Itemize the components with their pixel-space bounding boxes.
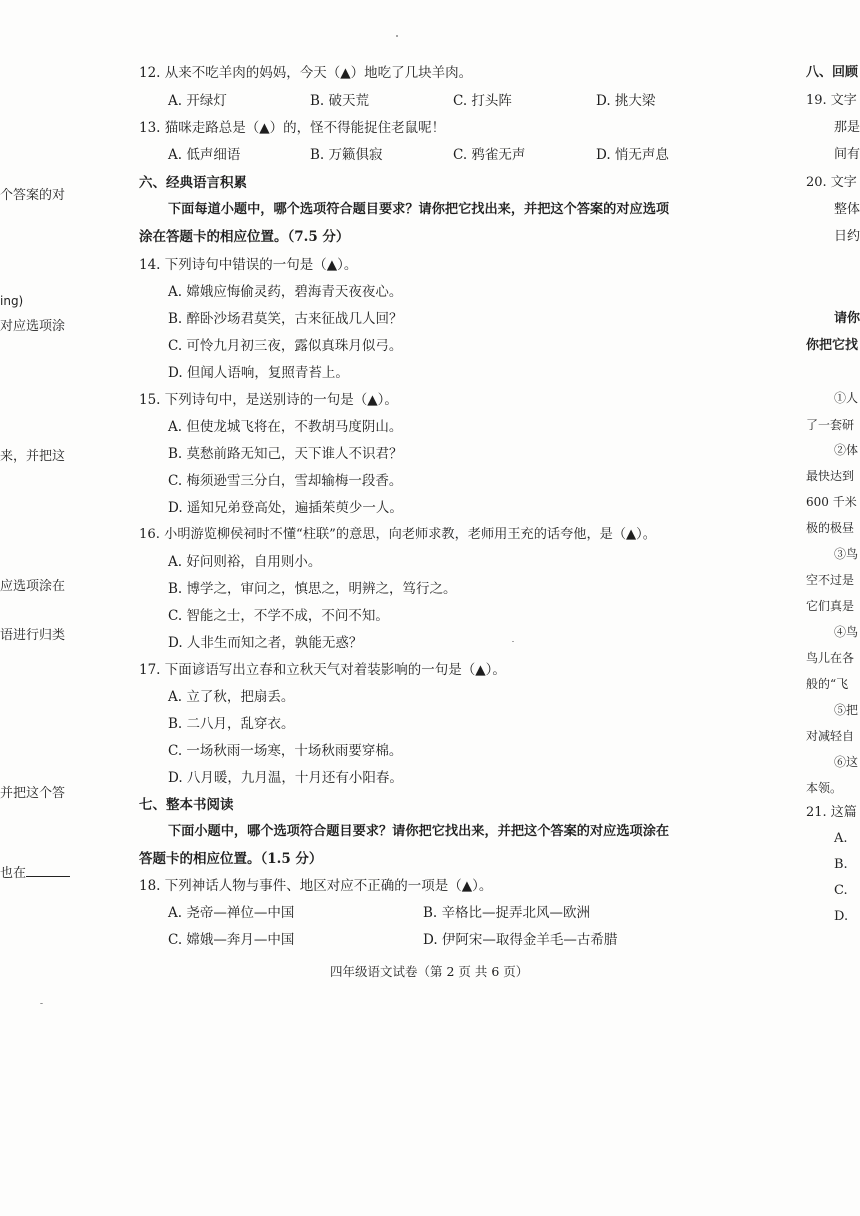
q18-option-a: A. 尧帝—禅位—中国 <box>168 905 295 921</box>
q17-option-c: C. 一场秋雨一场寒，十场秋雨要穿棉。 <box>168 743 403 759</box>
right-fragment: 600 千米 <box>806 495 857 509</box>
q12-stem: 12. 从来不吃羊肉的妈妈，今天（▲）地吃了几块羊肉。 <box>139 65 473 81</box>
section7-title: 七、整本书阅读 <box>139 797 234 813</box>
section6-instruction-line2: 涂在答题卡的相应位置。（7.5 分） <box>139 229 350 245</box>
left-fragment: 来，并把这 <box>0 449 66 464</box>
q16-option-c: C. 智能之士，不学不成，不问不知。 <box>168 608 389 624</box>
right-fragment: ③鸟 <box>834 547 859 561</box>
right-fragment: ④鸟 <box>834 625 859 639</box>
left-fragment: 对应选项涂 <box>0 319 66 334</box>
q12-option-b: B. 破天荒 <box>310 93 370 109</box>
q15-option-d: D. 遥知兄弟登高处，遍插茱萸少一人。 <box>168 500 403 516</box>
q15-option-a: A. 但使龙城飞将在，不教胡马度阴山。 <box>168 419 403 435</box>
q16-option-b: B. 博学之，审问之，慎思之，明辨之，笃行之。 <box>168 581 457 597</box>
q12-option-a: A. 开绿灯 <box>168 93 227 109</box>
q17-option-d: D. 八月暖，九月温，十月还有小阳春。 <box>168 770 403 786</box>
section7-instruction-line2: 答题卡的相应位置。（1.5 分） <box>139 851 323 867</box>
right-fragment: ①人 <box>834 391 859 405</box>
right-fragment: B. <box>834 857 848 872</box>
q12-option-d: D. 挑大梁 <box>596 93 656 109</box>
right-fragment: 对减轻自 <box>806 729 855 743</box>
left-fragment-with-blank <box>0 864 70 883</box>
q15-stem: 15. 下列诗句中，是送别诗的一句是（▲）。 <box>139 392 398 408</box>
right-fragment: 极的极昼 <box>806 521 855 535</box>
right-fragment: 请你 <box>834 311 860 326</box>
left-fragment: 语进行归类 <box>0 628 66 643</box>
q18-option-d: D. 伊阿宋—取得金羊毛—古希腊 <box>423 932 618 948</box>
right-fragment: ⑤把 <box>834 703 859 717</box>
q14-option-c: C. 可怜九月初三夜，露似真珠月似弓。 <box>168 338 403 354</box>
right-fragment: 鸟儿在各 <box>806 651 855 665</box>
q13-option-b: B. 万籁俱寂 <box>310 147 383 163</box>
section7-instruction-line1: 下面小题中，哪个选项符合题目要求？请你把它找出来，并把这个答案的对应选项涂在 <box>168 824 670 839</box>
right-fragment: 它们真是 <box>806 599 855 613</box>
right-fragment: 本领。 <box>806 781 843 795</box>
right-fragment: 最快达到 <box>806 469 855 483</box>
q18-option-b: B. 辛格比—捉弄北风—欧洲 <box>423 905 591 921</box>
left-fragment: 应选项涂在 <box>0 579 66 594</box>
right-fragment: 空不过是 <box>806 573 855 587</box>
q13-stem: 13. 猫咪走路总是（▲）的，怪不得能捉住老鼠呢！ <box>139 120 446 136</box>
q14-option-b: B. 醉卧沙场君莫笑，古来征战几人回？ <box>168 311 403 327</box>
right-fragment: 你把它找 <box>806 338 859 353</box>
section6-title: 六、经典语言积累 <box>139 175 247 191</box>
left-fragment: ing) <box>0 294 24 308</box>
scan-speck <box>396 35 398 37</box>
right-fragment: 日约 <box>834 229 860 244</box>
q13-option-d: D. 悄无声息 <box>596 147 669 163</box>
q18-option-c: C. 嫦娥—奔月—中国 <box>168 932 295 948</box>
q17-option-a: A. 立了秋，把扇丢。 <box>168 689 295 705</box>
section6-instruction-line1: 下面每道小题中，哪个选项符合题目要求？请你把它找出来，并把这个答案的对应选项 <box>168 202 670 217</box>
left-fragment: 并把这个答 <box>0 786 66 801</box>
q18-stem: 18. 下列神话人物与事件、地区对应不正确的一项是（▲）。 <box>139 878 493 894</box>
q13-option-c: C. 鸦雀无声 <box>453 147 526 163</box>
q16-stem: 16. 小明游览柳侯祠时不懂“柱联”的意思，向老师求教，老师用王充的话夸他，是（▲）。 <box>139 527 656 542</box>
q14-option-a: A. 嫦娥应悔偷灵药，碧海青天夜夜心。 <box>168 284 403 300</box>
right-fragment: A. <box>834 831 848 846</box>
q15-option-c: C. 梅须逊雪三分白，雪却输梅一段香。 <box>168 473 403 489</box>
right-fragment: 八、回顾 <box>806 65 859 80</box>
right-fragment: 那是 <box>834 120 860 135</box>
answer-blank <box>26 864 70 877</box>
left-fragment-text: 也在 <box>0 866 27 881</box>
scan-speck <box>40 1003 43 1004</box>
right-fragment: 间有 <box>834 147 860 162</box>
q13-option-a: A. 低声细语 <box>168 147 241 163</box>
right-fragment: 21. 这篇 <box>806 805 857 820</box>
q15-option-b: B. 莫愁前路无知己，天下谁人不识君？ <box>168 446 403 462</box>
right-fragment: ⑥这 <box>834 755 859 769</box>
q17-stem: 17. 下面谚语写出立春和立秋天气对着装影响的一句是（▲）。 <box>139 662 506 678</box>
right-fragment: 了一套研 <box>806 418 855 432</box>
q16-option-d: D. 人非生而知之者，孰能无惑？ <box>168 635 363 651</box>
q17-option-b: B. 二八月，乱穿衣。 <box>168 716 295 732</box>
scan-speck <box>512 641 514 642</box>
q14-stem: 14. 下列诗句中错误的一句是（▲）。 <box>139 257 358 273</box>
right-fragment: C. <box>834 883 848 898</box>
right-fragment: 般的“飞 <box>806 677 849 691</box>
page-footer: 四年级语文试卷（第 2 页 共 6 页） <box>330 964 529 979</box>
right-fragment: 20. 文字 <box>806 175 857 190</box>
q16-option-a: A. 好问则裕，自用则小。 <box>168 554 322 570</box>
q12-option-c: C. 打头阵 <box>453 93 512 109</box>
right-fragment: ②体 <box>834 443 859 457</box>
right-fragment: D. <box>834 909 849 924</box>
right-fragment: 整体 <box>834 202 860 217</box>
right-fragment: 19. 文字 <box>806 93 857 108</box>
left-fragment: 个答案的对 <box>0 188 66 203</box>
q14-option-d: D. 但闻人语响，复照青苔上。 <box>168 365 349 381</box>
